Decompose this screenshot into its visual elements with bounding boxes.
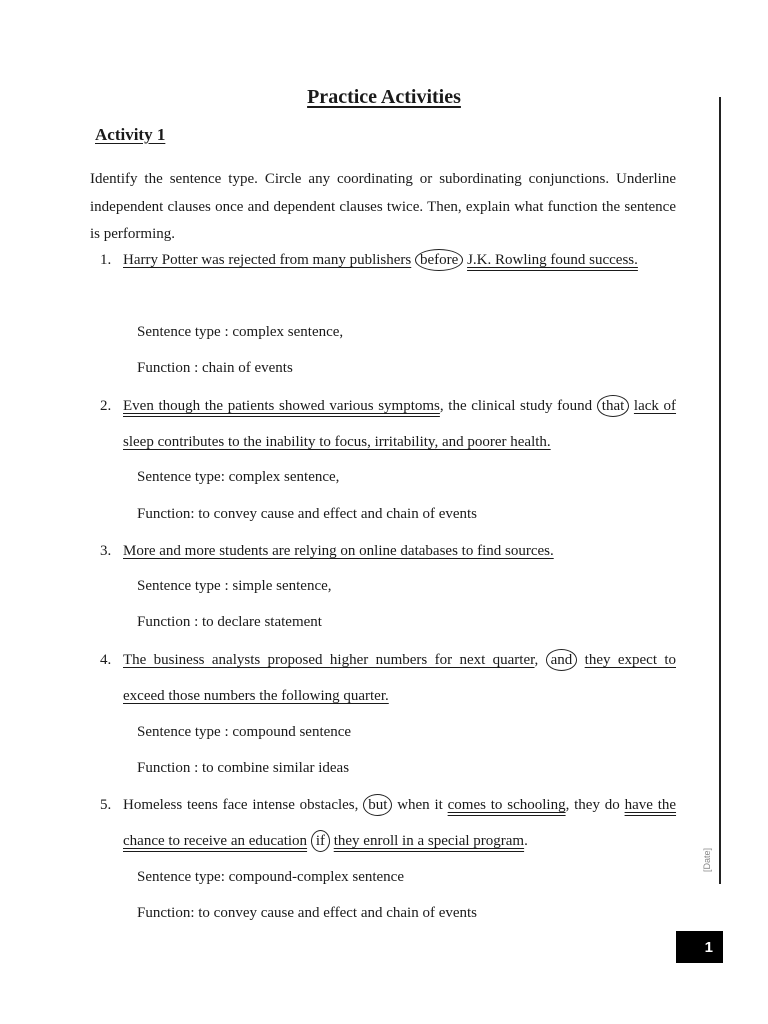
sidebar-rule <box>719 97 721 884</box>
sentence-type-line: Sentence type : compound sentence <box>137 724 352 740</box>
circled-conjunction: that <box>597 395 630 417</box>
plain-text: , they do <box>565 797 620 813</box>
item-number: 2. <box>100 398 112 414</box>
plain-text: when it <box>397 797 443 813</box>
item-number: 4. <box>100 652 112 668</box>
independent-clause: The business analysts proposed higher numbers for next quarter <box>123 652 535 668</box>
item-sentence <box>123 642 676 714</box>
exercise-item-3 <box>90 533 676 569</box>
function-line: Function : chain of events <box>137 360 293 376</box>
item-sentence <box>123 787 676 859</box>
page-number-badge <box>676 931 723 963</box>
dependent-clause: comes to schooling <box>447 797 566 813</box>
plain-text: , the clinical study found <box>439 398 593 414</box>
sentence-type-line: Sentence type : simple sentence, <box>137 578 332 594</box>
dependent-clause: Even though the patients showed various symptoms <box>123 398 440 414</box>
item-sentence <box>123 242 676 278</box>
dependent-clause: J.K. Rowling found success. <box>467 252 638 268</box>
dependent-clause: they enroll in a special program <box>333 833 525 849</box>
plain-text: Homeless teens face intense obstacles, <box>123 797 359 813</box>
independent-clause: Harry Potter was rejected from many publishers <box>123 252 412 268</box>
activity-heading: Activity 1 <box>95 125 166 144</box>
sentence-type-line: Sentence type: complex sentence, <box>137 469 340 485</box>
independent-clause: they expect to exceed those numbers the following quarter. <box>123 652 677 704</box>
sentence-type-line: Sentence type: compound-complex sentence <box>137 869 404 885</box>
circled-conjunction: but <box>363 794 392 816</box>
independent-clause: More and more students are relying on online databases to find sources. <box>123 543 554 559</box>
page-title: Practice Activities <box>307 86 461 108</box>
sidebar-date-label: [Date] <box>702 847 712 872</box>
function-line: Function : to combine similar ideas <box>137 760 350 776</box>
function-line: Function: to convey cause and effect and chain of events <box>137 506 478 522</box>
exercise-item-5 <box>90 787 676 859</box>
item-number: 5. <box>100 797 112 813</box>
function-line: Function: to convey cause and effect and chain of events <box>137 905 478 921</box>
item-sentence <box>123 388 676 460</box>
sentence-type-line: Sentence type : complex sentence, <box>137 324 344 340</box>
item-sentence <box>123 533 676 569</box>
exercise-item-4 <box>90 642 676 714</box>
item-number: 3. <box>100 543 112 559</box>
dependent-clause: have the chance to receive an education <box>123 797 677 849</box>
page-number: 1 <box>704 938 713 956</box>
independent-clause: lack of sleep contributes to the inability to focus, irritability, and poorer health. <box>123 398 677 450</box>
circled-conjunction: before <box>415 249 463 271</box>
circled-conjunction: and <box>546 649 578 671</box>
circled-conjunction: if <box>311 830 330 852</box>
plain-text: , <box>534 652 539 668</box>
function-line: Function : to declare statement <box>137 614 322 630</box>
plain-text: . <box>524 833 528 849</box>
instructions-paragraph: Identify the sentence type. Circle any coordinating or subordinating conjunctions. Underline independent clauses once and dependent clauses twice. Then, explain what function the sentence is performing. <box>90 171 676 242</box>
exercise-item-2 <box>90 388 676 460</box>
exercise-item-1 <box>90 242 676 278</box>
item-number: 1. <box>100 252 112 268</box>
